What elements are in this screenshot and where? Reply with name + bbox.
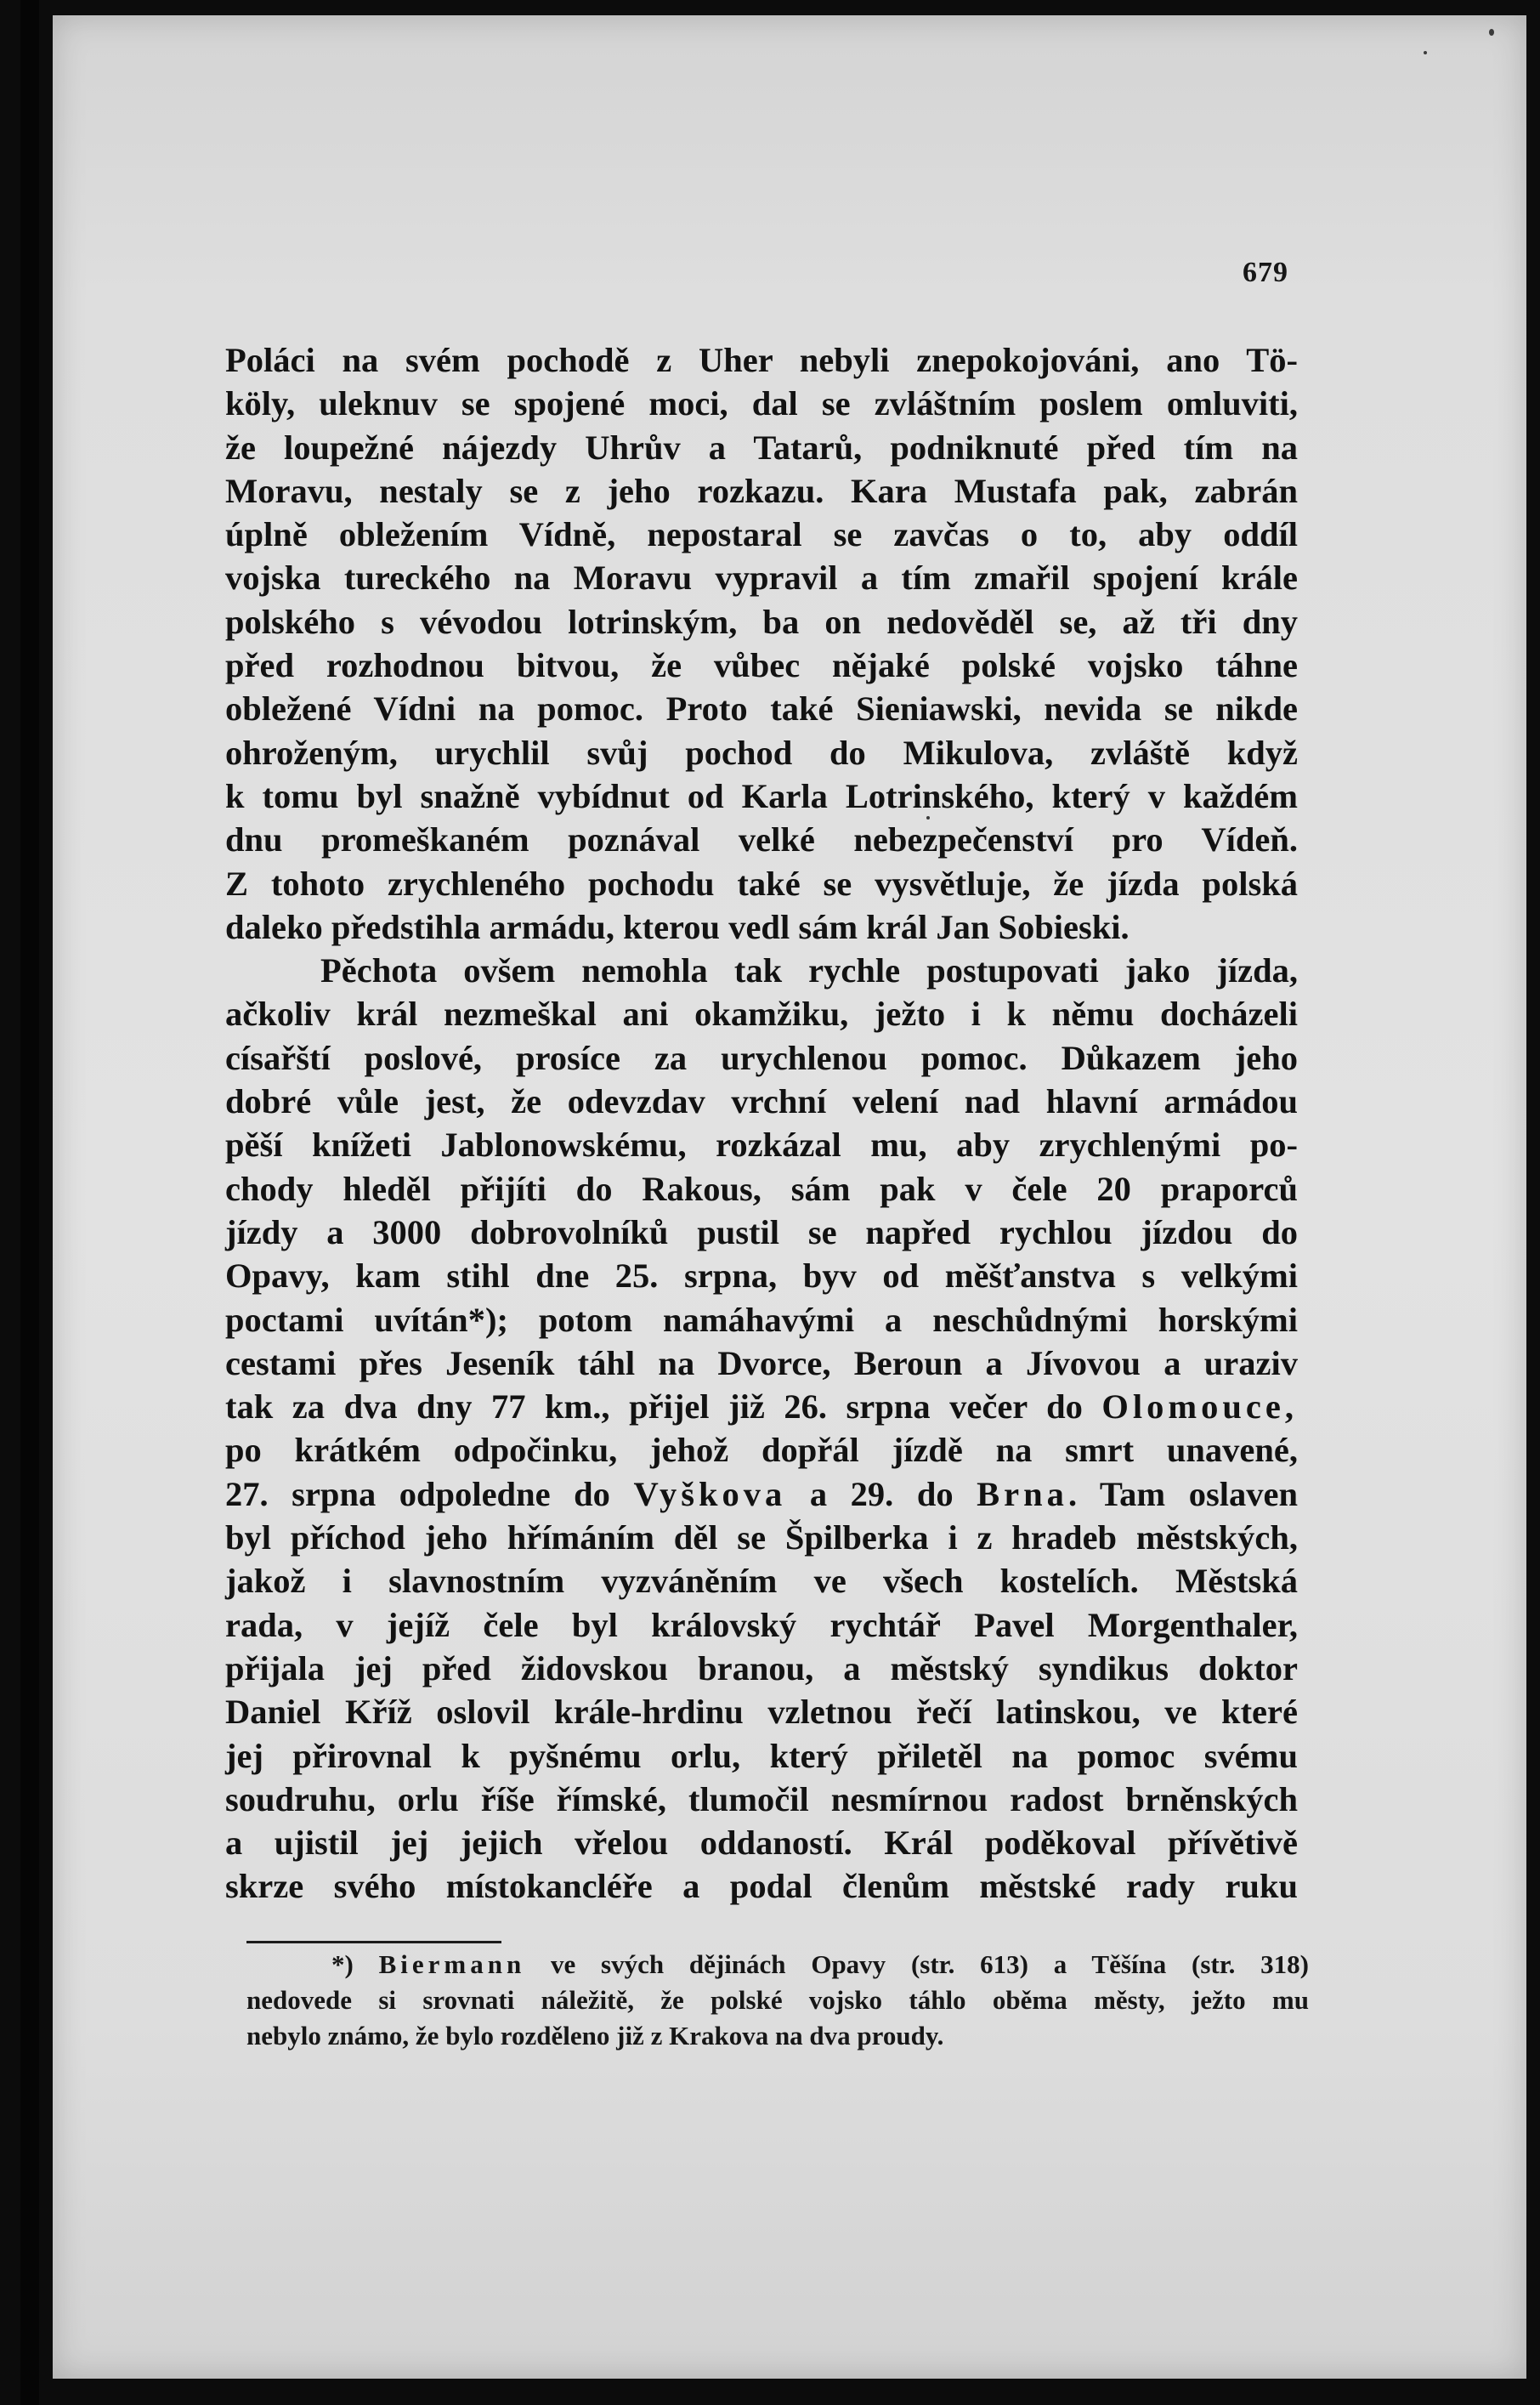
- footnote-line: nedovede si srovnati náležitě, že polské vojsko táhlo oběma městy, ježto mu: [246, 1985, 1309, 2015]
- text-line: a ujistil jej jejich vřelou oddaností. Král poděkoval přívětivě: [225, 1824, 1298, 1863]
- text-line: jakož i slavnostním vyzváněním ve všech kostelích. Městská: [225, 1562, 1298, 1601]
- footnote-author: Biermann: [378, 1949, 526, 1979]
- text-line: polského s vévodou lotrinským, ba on nedověděl se, až tři dny: [225, 602, 1298, 641]
- text-line: obležené Vídni na pomoc. Proto také Sieniawski, nevida se nikde: [225, 689, 1298, 729]
- text-line: Z tohoto zrychleného pochodu také se vysvětluje, že jízda polská: [225, 864, 1298, 903]
- body-text: [225, 338, 1298, 1909]
- text-line: přijala jej před židovskou branou, a městský syndikus doktor: [225, 1648, 1298, 1687]
- text-segment: 27. srpna odpoledne do: [225, 1474, 634, 1513]
- text-line: ačkoliv král nezmeškal ani okamžiku, ježto i k němu docházeli: [225, 995, 1298, 1034]
- text-line: dnu promeškaném poznával velké nebezpečenství pro Vídeň.: [225, 820, 1298, 859]
- text-segment: tak za dva dny 77 km., přijel již 26. srpna večer do: [225, 1387, 1102, 1427]
- text-line: jej přirovnal k pyšnému orlu, který přiletěl na pomoc svému: [225, 1736, 1298, 1775]
- footnote-line: nebylo známo, že bylo rozděleno již z Krakova na dva proudy.: [246, 2021, 944, 2050]
- text-line: chody hleděl přijíti do Rakous, sám pak v čele 20 praporců: [225, 1169, 1298, 1208]
- paragraph-start-line: Pěchota ovšem nemohla tak rychle postupovati jako jízda,: [320, 951, 1298, 990]
- text-line-with-spaced-name: [225, 1385, 1298, 1428]
- text-line: před rozhodnou bitvou, že vůbec nějaké polské vojsko táhne: [225, 646, 1298, 685]
- footnote: [246, 1947, 1309, 2054]
- spaced-place-name: Brna: [977, 1474, 1068, 1513]
- text-line: císařští poslové, prosíce za urychlenou pomoc. Důkazem jeho: [225, 1038, 1298, 1077]
- text-line: Daniel Kříž oslovil krále-hrdinu vzletnou řečí latinskou, ve které: [225, 1693, 1298, 1732]
- text-line: Poláci na svém pochodě z Uher nebyli znepokojováni, ano Tö-: [225, 341, 1298, 379]
- text-line: dobré vůle jest, že odevzdav vrchní velení nad hlavní armádou: [225, 1082, 1298, 1121]
- text-line: jízdy a 3000 dobrovolníků pustil se napřed rychlou jízdou do: [225, 1212, 1298, 1251]
- text-line: byl příchod jeho hřímáním děl se Špilberka i z hradeb městských,: [225, 1518, 1298, 1557]
- footnote-marker: *): [331, 1949, 379, 1979]
- text-line: ohroženým, urychlil svůj pochod do Mikulova, zvláště když: [225, 733, 1298, 772]
- spaced-place-name: Olomouce,: [1101, 1387, 1298, 1427]
- footnote-separator: [246, 1941, 501, 1943]
- text-line: vojska tureckého na Moravu vypravil a tím zmařil spojení krále: [225, 559, 1298, 598]
- text-segment: . Tam oslaven: [1067, 1474, 1298, 1513]
- spaced-place-name: Vyškova: [633, 1474, 787, 1513]
- text-line: skrze svého místokancléře a podal členům městské rady ruku: [225, 1867, 1298, 1906]
- text-segment: a 29. do: [786, 1474, 977, 1513]
- text-line: soudruhu, orlu říše římské, tlumočil nesmírnou radost brněnských: [225, 1779, 1298, 1818]
- text-line: köly, uleknuv se spojené moci, dal se zvláštním poslem omluviti,: [225, 384, 1298, 423]
- page-number: 679: [1243, 257, 1288, 288]
- text-line: že loupežné nájezdy Uhrův a Tatarů, podniknuté před tím na: [225, 428, 1298, 467]
- text-line: Opavy, kam stihl dne 25. srpna, byv od měšťanstva s velkými: [225, 1256, 1298, 1296]
- text-line: Moravu, nestaly se z jeho rozkazu. Kara Mustafa pak, zabrán: [225, 471, 1298, 510]
- paragraph-end-line: daleko předstihla armádu, kterou vedl sám král Jan Sobieski.: [225, 907, 1130, 946]
- text-line: úplně obležením Vídně, nepostaral se zavčas o to, aby oddíl: [225, 515, 1298, 554]
- text-line: po krátkém odpočinku, jehož dopřál jízdě na smrt unavené,: [225, 1431, 1298, 1470]
- text-line: k tomu byl snažně vybídnut od Karla Lotrinského, který v každém: [225, 776, 1298, 815]
- binding-edge: [20, 0, 39, 2405]
- dust-speck: [1489, 29, 1494, 36]
- footnote-line: [246, 1947, 1309, 1982]
- text-line: pěší knížeti Jablonowskému, rozkázal mu, aby zrychlenými po-: [225, 1126, 1298, 1165]
- text-line: rada, v jejíž čele byl královský rychtář Pavel Morgenthaler,: [225, 1605, 1298, 1644]
- text-line-with-spaced-name: [225, 1472, 1298, 1516]
- dust-speck: [1424, 51, 1427, 54]
- footnote-text: ve svých dějinách Opavy (str. 613) a Těšína (str. 318): [525, 1949, 1310, 1979]
- text-line: poctami uvítán*); potom namáhavými a neschůdnými horskými: [225, 1300, 1298, 1339]
- text-line: cestami přes Jeseník táhl na Dvorce, Beroun a Jívovou a uraziv: [225, 1343, 1298, 1382]
